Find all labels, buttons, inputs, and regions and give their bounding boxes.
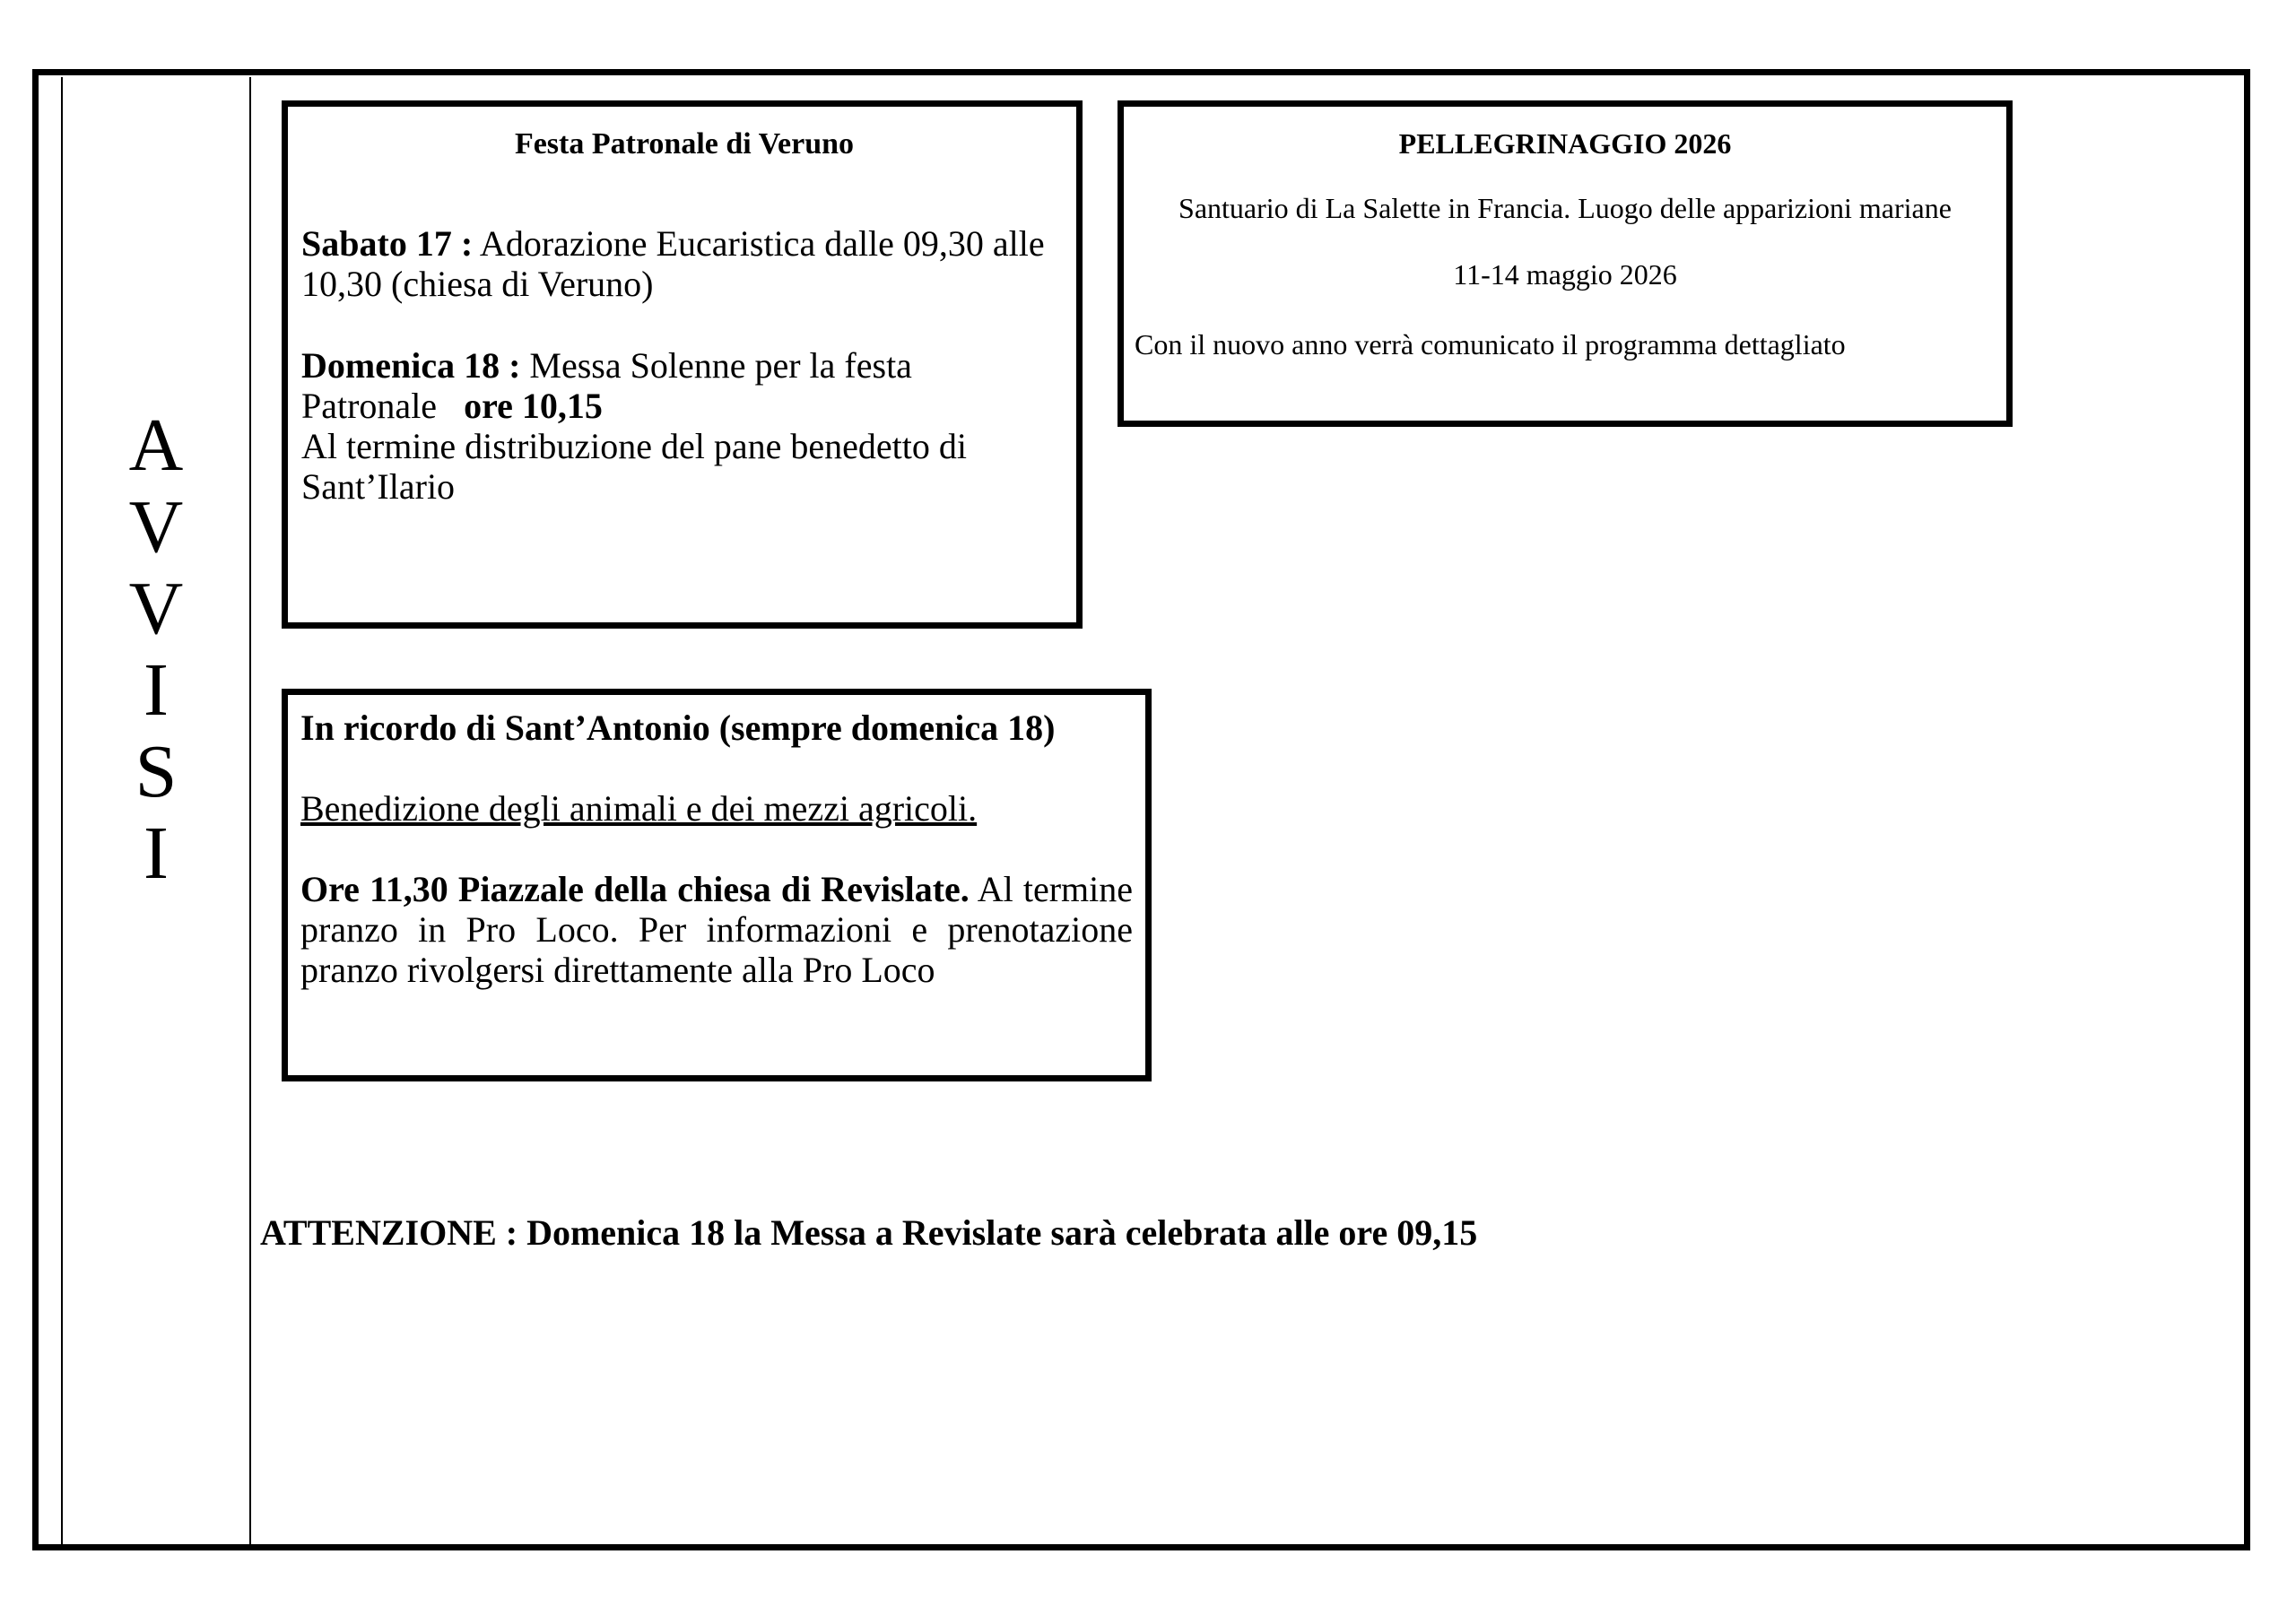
pellegrinaggio-box [1118,100,2013,427]
domenica-label: Domenica 18 : [301,345,521,386]
antonio-subtitle: Benedizione degli animali e dei mezzi agricoli. [300,788,978,829]
antonio-title: In ricordo di Sant’Antonio (sempre domenica 18) [300,708,1056,748]
pellegrinaggio-title: PELLEGRINAGGIO 2026 [1398,127,1732,160]
pellegrinaggio-dates: 11-14 maggio 2026 [1453,258,1677,291]
antonio-place-label: Ore 11,30 Piazzale della chiesa di Revislate. [300,869,970,909]
sant-antonio-box [282,689,1152,1081]
side-title-letter: V [128,485,184,569]
pane-text: Al termine distribuzione del pane benedetto di Sant’Ilario [301,426,967,507]
side-title-letter: V [128,567,184,650]
pellegrinaggio-note: Con il nuovo anno verrà comunicato il programma dettagliato [1135,328,1846,360]
festa-title: Festa Patronale di Veruno [514,127,855,161]
domenica-paragraph [301,345,1067,507]
side-title-letter: A [128,404,184,487]
pellegrinaggio-description: Santuario di La Salette in Francia. Luogo delle apparizioni mariane [1178,192,1952,224]
side-title-letter: I [144,648,169,732]
side-title-letter: S [135,730,178,813]
side-title-letter: I [144,812,169,895]
sabato-text: Adorazione Eucaristica dalle 09,30 alle 10,30 (chiesa di Veruno) [301,223,1045,304]
antonio-place-text: Al termine pranzo in Pro Loco. Per informazioni e prenotazione pranzo rivolgersi direttamente alla Pro Loco [300,869,1133,990]
side-column [61,77,251,1546]
sabato-paragraph [301,223,1067,304]
festa-patronale-box [282,100,1083,629]
domenica-text: Messa Solenne per la festa Patronale [301,345,912,426]
sabato-label: Sabato 17 : [301,223,474,264]
attention-notice: ATTENZIONE : Domenica 18 la Messa a Revislate sarà celebrata alle ore 09,15 [260,1212,1478,1253]
antonio-body [300,869,1133,990]
domenica-time: ore 10,15 [464,386,603,426]
avvisi-vertical-title [63,404,249,894]
